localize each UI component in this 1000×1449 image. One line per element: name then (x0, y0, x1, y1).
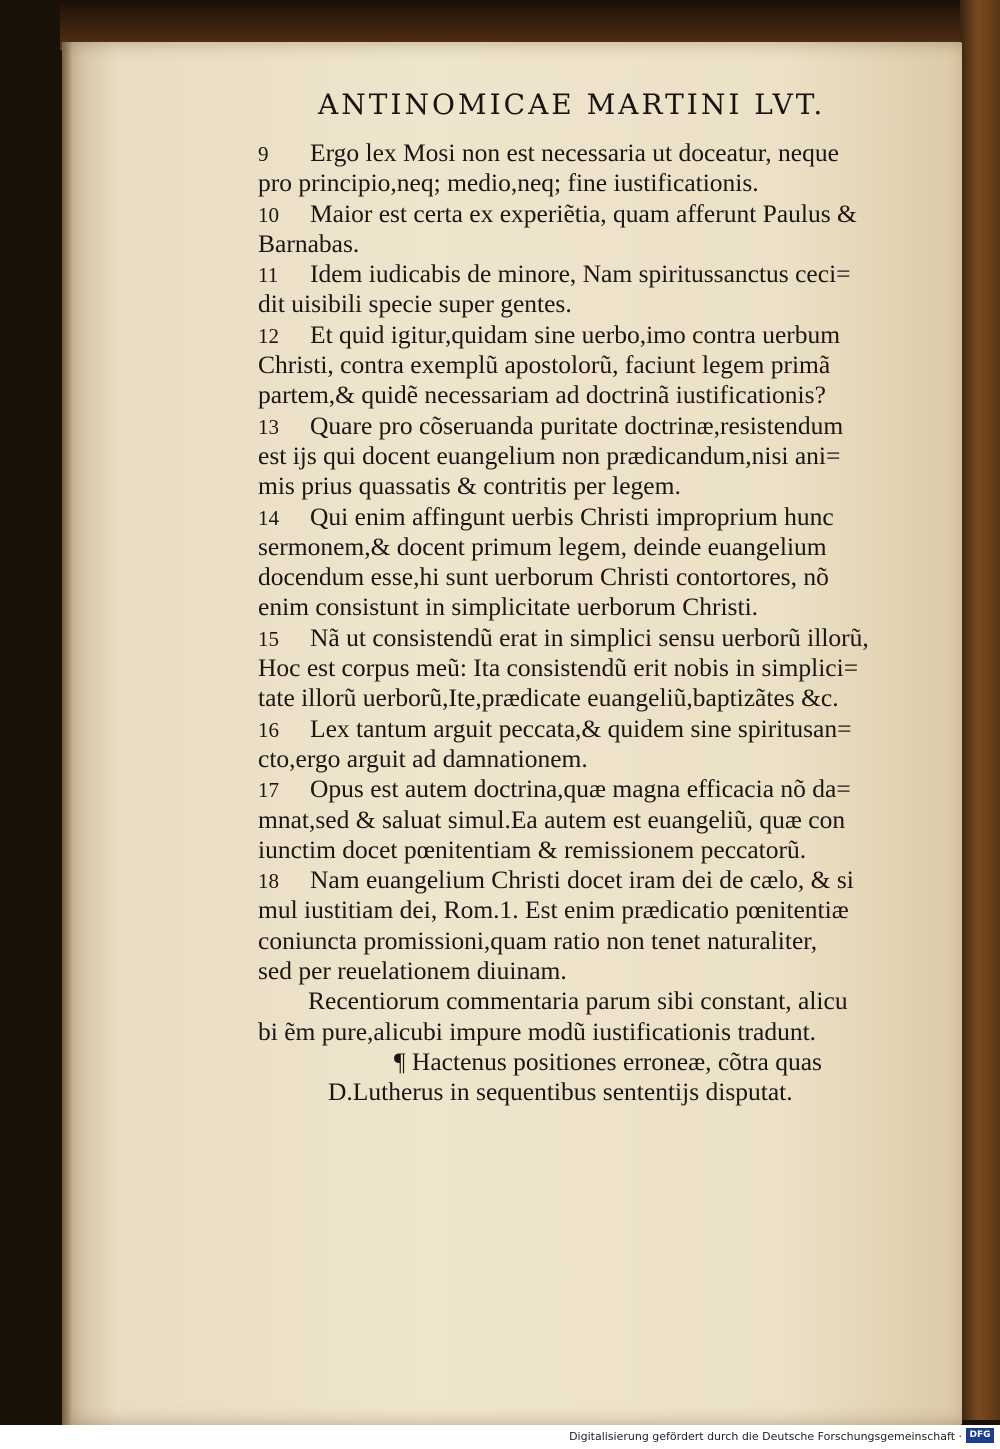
thesis-number: 10 (258, 202, 279, 227)
text-line (258, 623, 938, 653)
line-text: enim consistunt in simplicitate uerborum Christi. (258, 592, 759, 622)
text-line (258, 138, 938, 168)
text-line (258, 956, 938, 986)
text-line (258, 865, 938, 895)
line-text: coniuncta promissioni,quam ratio non tenet naturaliter, (258, 925, 818, 955)
conclusion-line-2: D.Lutherus in sequentibus sententijs disputat. (328, 1077, 793, 1107)
text-line (258, 532, 938, 562)
text-line (258, 653, 938, 683)
text-line (258, 714, 938, 744)
text-line (258, 320, 938, 350)
line-text: Nam euangelium Christi docet iram dei de cælo, & si (310, 865, 854, 895)
line-text: mis prius quassatis & contritis per legem. (258, 471, 681, 501)
book-right-edge (960, 0, 1000, 1420)
page-gutter (62, 42, 72, 1425)
text-line (258, 926, 938, 956)
text-line (258, 895, 938, 925)
thesis-number: 16 (258, 717, 279, 742)
thesis-number: 17 (258, 778, 279, 803)
closing-paragraph-line-2: bi ẽm pure,alicubi impure modũ iustificationis tradunt. (258, 1016, 817, 1046)
text-line (258, 350, 938, 380)
text-line (258, 774, 938, 804)
thesis-number: 18 (258, 869, 279, 894)
text-line (258, 744, 938, 774)
closing-paragraph-line-1: Recentiorum commentaria parum sibi constant, alicu (308, 986, 848, 1016)
text-line (258, 380, 938, 410)
line-text: docendum esse,hi sunt uerborum Christi contortores, nõ (258, 562, 829, 592)
line-text: Hoc est corpus meũ: Ita consistendũ erit nobis in simplici= (258, 653, 859, 683)
text-line (258, 502, 938, 532)
line-text: sermonem,& docent primum legem, deinde euangelium (258, 531, 827, 561)
line-text: cto,ergo arguit ad damnationem. (258, 743, 588, 773)
line-text: mnat,sed & saluat simul.Ea autem est euangeliũ, quæ con (258, 804, 846, 834)
conclusion-line-1: ¶ Hactenus positiones erroneæ, cõtra quas (394, 1046, 822, 1076)
text-line (258, 168, 938, 198)
text-line (258, 199, 938, 229)
line-text: Quare pro cõseruanda puritate doctrinæ,resistendum (310, 410, 844, 440)
line-text: Opus est autem doctrina,quæ magna efficacia nõ da= (310, 774, 851, 804)
text-line (258, 562, 938, 592)
text-line (258, 411, 938, 441)
text-line (258, 683, 938, 713)
line-text: iunctim docet pœnitentiam & remissionem peccatorũ. (258, 834, 807, 864)
line-text: est ijs qui docent euangelium non prædicandum,nisi ani= (258, 440, 841, 470)
text-line (258, 835, 938, 865)
thesis-number: 9 (258, 142, 269, 166)
line-text: Idem iudicabis de minore, Nam spiritussanctus ceci= (310, 259, 851, 289)
line-text: mul iustitiam dei, Rom.1. Est enim prædicatio pœnitentiæ (258, 895, 849, 925)
thesis-number: 11 (258, 263, 279, 288)
thesis-number: 14 (258, 505, 279, 530)
text-line (258, 259, 938, 289)
text-line (258, 471, 938, 501)
thesis-number: 12 (258, 323, 279, 348)
line-text: partem,& quidẽ necessariam ad doctrinã iustificationis? (258, 380, 826, 410)
body-text (258, 138, 938, 1108)
dfg-logo: DFG (966, 1428, 994, 1443)
footer-credit: Digitalisierung gefördert durch die Deutsche Forschungsgemeinschaft · (569, 1430, 962, 1443)
line-text: Maior est certa ex experiẽtia, quam afferunt Paulus & (310, 198, 857, 228)
line-text: Qui enim affingunt uerbis Christi improprium hunc (310, 501, 834, 531)
line-text: Et quid igitur,quidam sine uerbo,imo contra uerbum (310, 319, 841, 349)
text-line (258, 289, 938, 319)
line-text: Barnabas. (258, 228, 360, 258)
text-line (258, 592, 938, 622)
line-text: pro principio,neq; medio,neq; fine iustificationis. (258, 168, 759, 198)
line-text: tate illorũ uerborũ,Ite,prædicate euangeliũ,baptizãtes &c. (258, 683, 839, 713)
thesis-number: 13 (258, 414, 279, 439)
thesis-number: 15 (258, 626, 279, 651)
running-title: ANTINOMICAE MARTINI LVT. (318, 88, 826, 121)
line-text: Lex tantum arguit peccata,& quidem sine spiritusan= (310, 713, 852, 743)
line-text: Ergo lex Mosi non est necessaria ut doceatur, neque (310, 138, 839, 167)
line-text: dit uisibili specie super gentes. (258, 289, 572, 319)
line-text: Christi, contra exemplũ apostolorũ, faciunt legem primã (258, 350, 831, 380)
text-line (258, 441, 938, 471)
text-line (258, 805, 938, 835)
line-text: Nã ut consistendũ erat in simplici sensu uerborũ illorũ, (310, 622, 869, 652)
numbered-theses (258, 138, 938, 986)
text-line (258, 229, 938, 259)
line-text: sed per reuelationem diuinam. (258, 956, 567, 986)
